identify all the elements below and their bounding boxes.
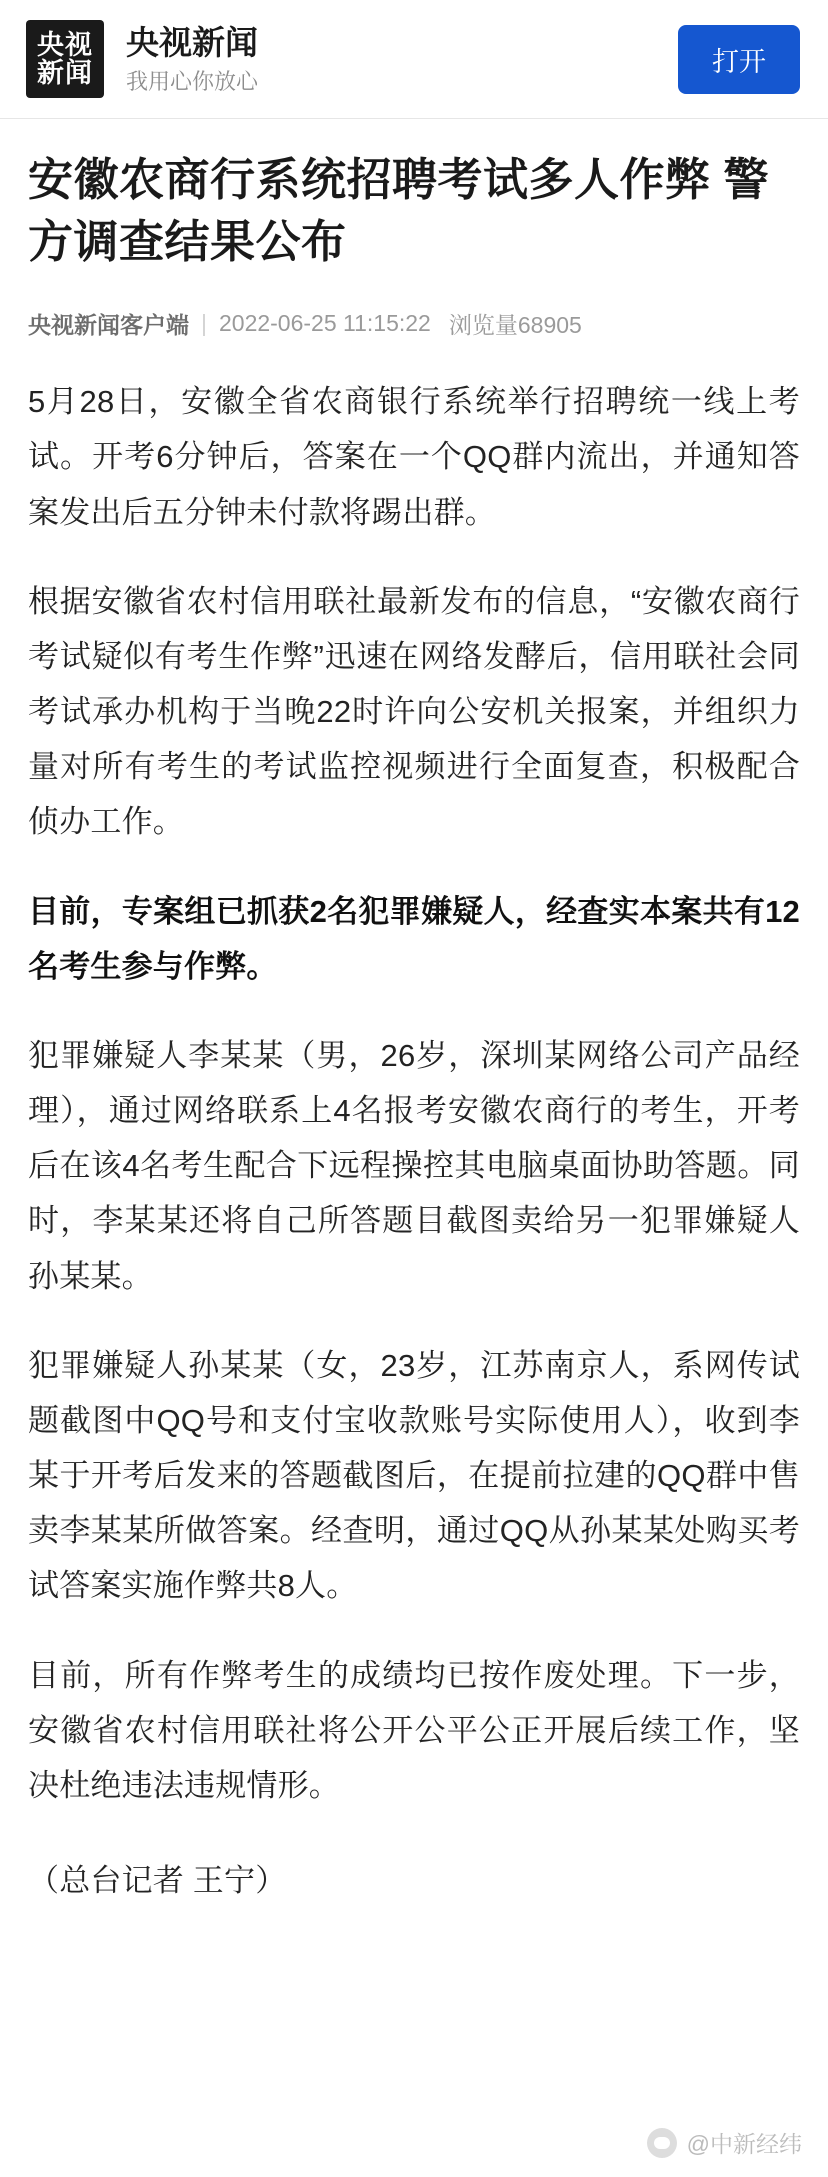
brand-slogan: 我用心你放心 bbox=[126, 69, 259, 95]
article-paragraph: 目前，所有作弊考生的成绩均已按作废处理。下一步，安徽省农村信用联社将公开公平公正开展后续工作，坚决杜绝违法违规情形。 bbox=[28, 1657, 800, 1803]
article-paragraph: 根据安徽省农村信用联社最新发布的信息，“安徽农商行考试疑似有考生作弊”迅速在网络发酵后，信用联社会同考试承办机构于当晚22时许向公安机关报案，并组织力量对所有考生的考试监控视频进行全面复查，积极配合侦办工作。 bbox=[28, 583, 800, 840]
article-paragraph-highlight: 目前，专案组已抓获2名犯罪嫌疑人，经查实本案共有12名考生参与作弊。 bbox=[28, 893, 800, 984]
weibo-icon bbox=[647, 2128, 677, 2158]
cctv-news-logo bbox=[26, 20, 104, 98]
app-header bbox=[0, 0, 828, 118]
brand-block bbox=[126, 22, 678, 96]
article-body bbox=[28, 374, 800, 1908]
meta-separator: | bbox=[201, 310, 207, 337]
article-paragraph: 犯罪嫌疑人李某某（男，26岁，深圳某网络公司产品经理），通过网络联系上4名报考安徽农商行的考生，开考后在该4名考生配合下远程操控其电脑桌面协助答题。同时，李某某还将自己所答题目截图卖给另一犯罪嫌疑人孙某某。 bbox=[28, 1037, 800, 1294]
open-app-button[interactable]: 打开 bbox=[678, 25, 800, 94]
watermark-label: @中新经纬 bbox=[686, 2131, 802, 2157]
article-container bbox=[0, 119, 828, 1908]
logo-line-1: 央视 bbox=[37, 29, 93, 60]
brand-title: 央视新闻 bbox=[126, 24, 258, 62]
meta-source: 央视新闻客户端 bbox=[28, 312, 189, 339]
page-title: 安徽农商行系统招聘考试多人作弊 警方调查结果公布 bbox=[28, 154, 770, 268]
meta-timestamp: 2022-06-25 11:15:22 bbox=[218, 310, 431, 337]
article-signature: （总台记者 王宁） bbox=[28, 1863, 287, 1899]
article-paragraph: 犯罪嫌疑人孙某某（女，23岁，江苏南京人，系网传试题截图中QQ号和支付宝收款账号实际使用人），收到李某于开考后发来的答题截图后，在提前拉建的QQ群中售卖李某某所做答案。经查明，通过QQ从孙某某处购买考试答案实施作弊共8人。 bbox=[28, 1347, 800, 1604]
article-meta bbox=[28, 307, 800, 340]
article-paragraph: 5月28日，安徽全省农商银行系统举行招聘统一线上考试。开考6分钟后，答案在一个QQ群内流出，并通知答案发出后五分钟未付款将踢出群。 bbox=[28, 384, 800, 530]
meta-view-count: 浏览量68905 bbox=[448, 312, 582, 339]
watermark bbox=[647, 2126, 802, 2159]
logo-line-2: 新闻 bbox=[37, 58, 93, 88]
